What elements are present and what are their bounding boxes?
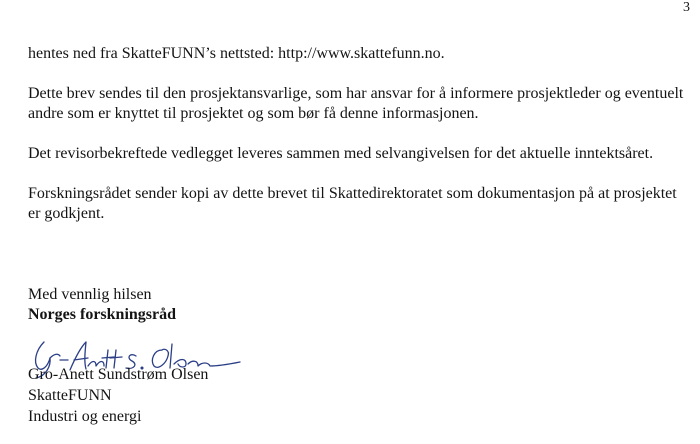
paragraph-copy-info: Forskningsrådet sender kopi av dette brevet til Skattedirektoratet som dokumentasjon på at prosjektet er godkjent. [28, 185, 677, 222]
letter-body [28, 44, 692, 244]
closing-block [28, 285, 176, 325]
page-number: 3 [683, 0, 690, 15]
paragraph-recipient-info: Dette brev sendes til den prosjektansvarlige, som har ansvar for å informere prosjektleder og eventuelt andre som er knyttet til prosjektet og som bør få denne informasjonen. [28, 85, 684, 122]
closing-greeting: Med vennlig hilsen [28, 286, 152, 303]
paragraph-download-info: hentes ned fra SkatteFUNN’s nettsted: http://www.skattefunn.no. [28, 45, 445, 62]
signatory-name: Gro-Anett Sundstrøm Olsen [28, 366, 209, 383]
paragraph-attachment-info: Det revisorbekreftede vedlegget leveres sammen med selvangivelsen for det aktuelle inntektsåret. [28, 145, 654, 162]
signatory-unit: SkatteFUNN [28, 387, 112, 404]
signature-block [28, 364, 208, 427]
closing-organization: Norges forskningsråd [28, 306, 177, 323]
signatory-department: Industri og energi [28, 408, 142, 425]
